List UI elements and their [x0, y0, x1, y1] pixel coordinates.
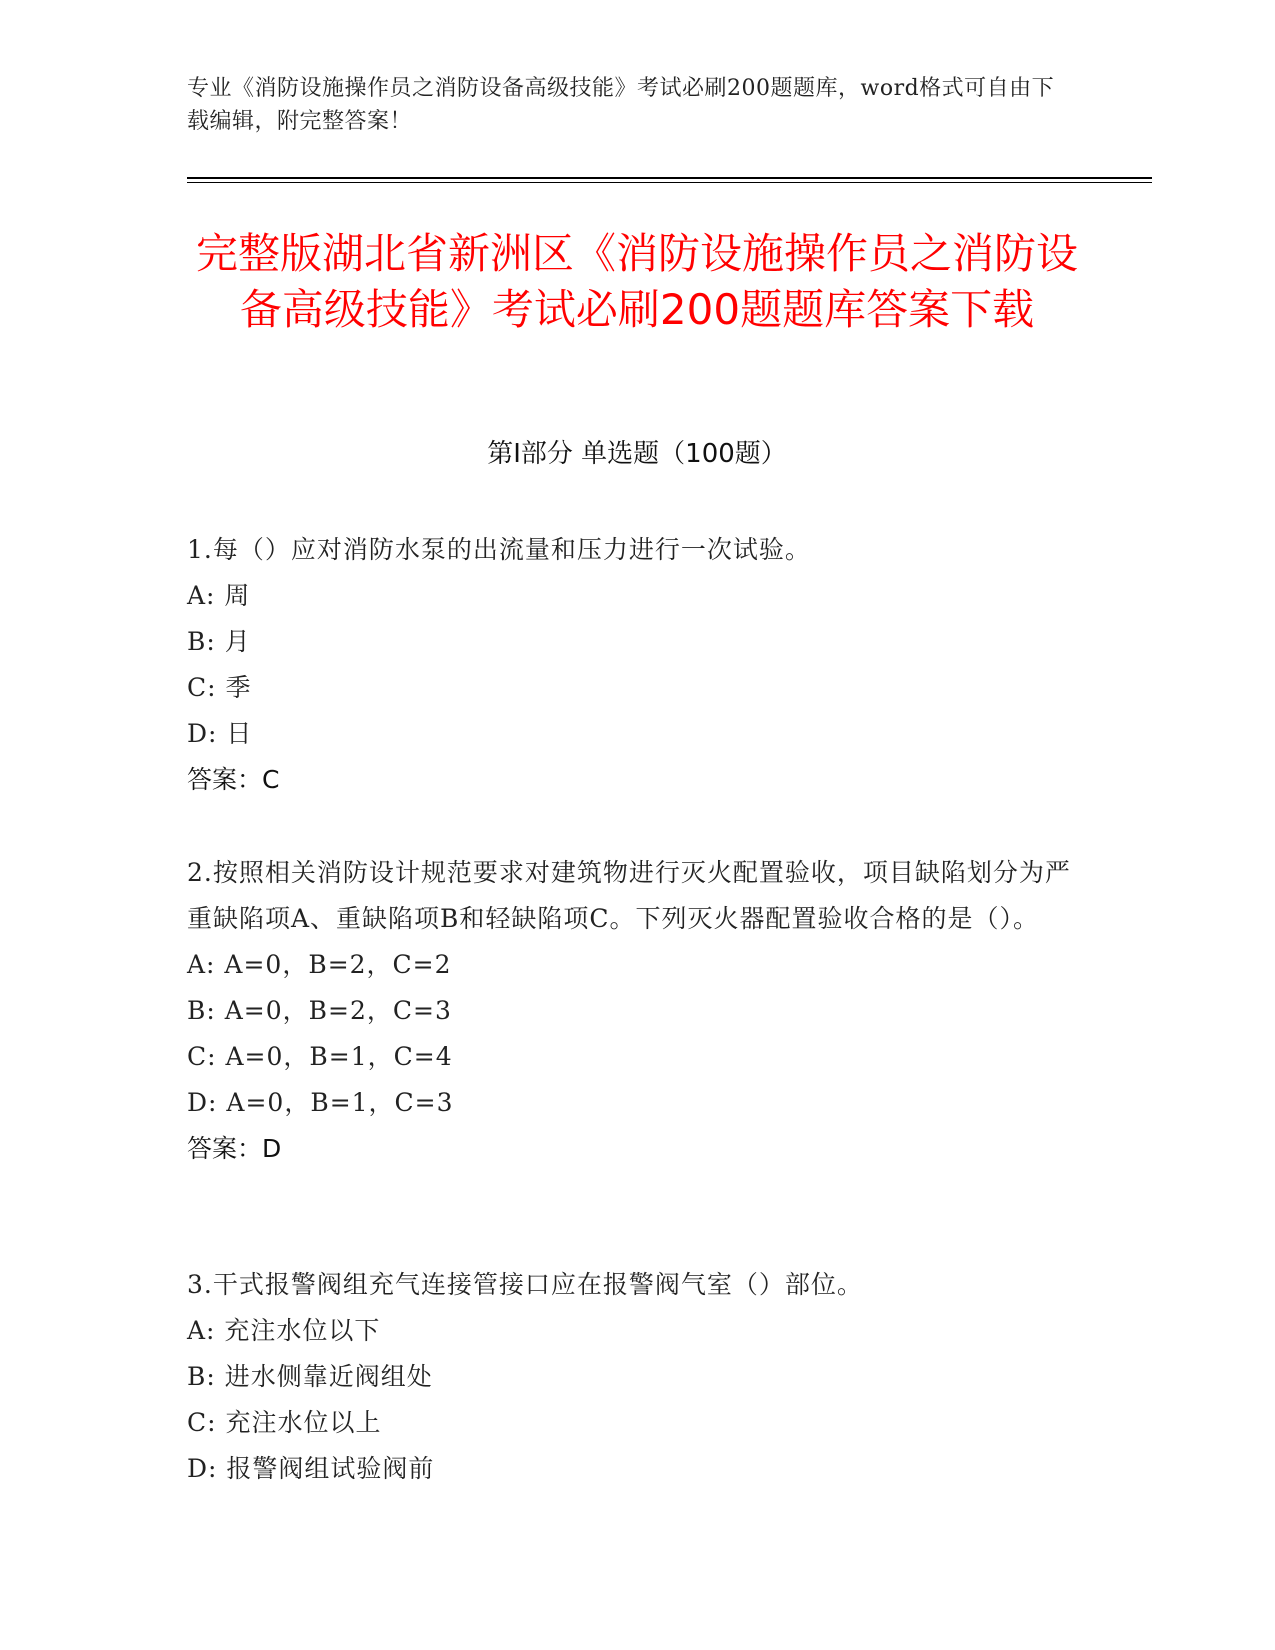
header-divider-thin [187, 182, 1152, 183]
document-title: 完整版湖北省新洲区《消防设施操作员之消防设备高级技能》考试必刷200题题库答案下载 [195, 229, 1078, 334]
option-a: A: 充注水位以下 [187, 1316, 381, 1345]
question-text: 3.干式报警阀组充气连接管接口应在报警阀气室（）部位。 [187, 1270, 863, 1299]
option-b: B: 进水侧靠近阀组处 [187, 1362, 433, 1391]
option-a: A: 周 [187, 581, 251, 610]
option-c: C: 季 [187, 673, 252, 702]
option-d: D: 报警阀组试验阀前 [187, 1454, 435, 1483]
option-c: C: 充注水位以上 [187, 1408, 382, 1437]
question-text: 1.每（）应对消防水泵的出流量和压力进行一次试验。 [187, 535, 811, 564]
option-b: B: A=0，B=2，C=3 [187, 996, 452, 1025]
section-title: 第Ⅰ部分 单选题（100题） [487, 439, 787, 469]
header-divider [187, 177, 1152, 179]
question-3 [187, 1262, 1087, 1492]
option-b: B: 月 [187, 627, 251, 656]
option-c: C: A=0，B=1，C=4 [187, 1042, 453, 1071]
question-text: 2.按照相关消防设计规范要求对建筑物进行灭火配置验收，项目缺陷划分为严重缺陷项A、重缺陷项B和轻缺陷项C。下列灭火器配置验收合格的是（）。 [187, 858, 1071, 933]
option-d: D: A=0，B=1，C=3 [187, 1088, 454, 1117]
option-d: D: 日 [187, 719, 253, 748]
option-a: A: A=0，B=2，C=2 [187, 950, 452, 979]
question-2 [187, 850, 1087, 1172]
question-1 [187, 527, 1087, 803]
answer: 答案：C [187, 765, 280, 794]
header-note: 专业《消防设施操作员之消防设备高级技能》考试必刷200题题库，word格式可自由下载编辑，附完整答案！ [187, 76, 1055, 134]
answer: 答案：D [187, 1134, 282, 1163]
